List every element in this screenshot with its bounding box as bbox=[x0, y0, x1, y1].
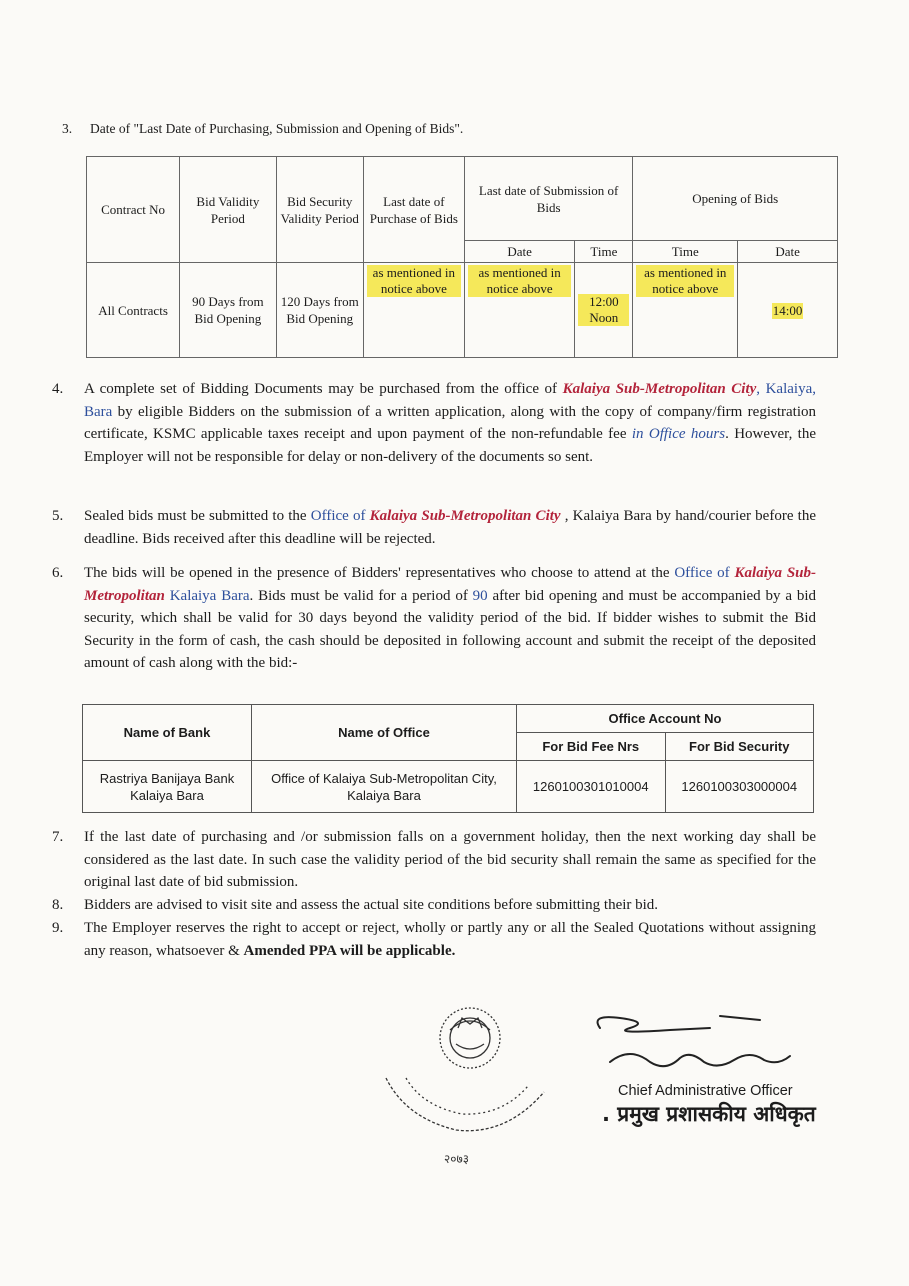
paragraph-8 bbox=[52, 894, 816, 917]
cell-bank: Rastriya Banijaya Bank Kalaiya Bara bbox=[83, 761, 252, 813]
cell-opening-date: 14:00 bbox=[772, 302, 803, 318]
paragraph-9 bbox=[52, 917, 816, 962]
text: Sealed bids must be submitted to the bbox=[84, 508, 311, 524]
city-name: Kalaiya Sub-Metropolitan bbox=[84, 565, 817, 604]
header-last-submission: Last date of Submission of Bids bbox=[464, 157, 633, 241]
section-number: 3. bbox=[62, 121, 73, 136]
office-seal-stamp bbox=[378, 1000, 558, 1170]
header-opening-date: Date bbox=[738, 241, 838, 263]
paragraph-number: 7. bbox=[52, 829, 64, 845]
bid-dates-table bbox=[86, 156, 838, 358]
cell-validity: 90 Days from Bid Opening bbox=[180, 263, 277, 358]
place: , Kalaiya, Bara bbox=[84, 381, 816, 420]
cell-fee-account: 1260100301010004 bbox=[517, 761, 666, 813]
officer-title-english: Chief Administrative Officer bbox=[618, 1083, 793, 1099]
cell-purchase: as mentioned in notice above bbox=[367, 265, 461, 297]
cell-contract: All Contracts bbox=[87, 263, 180, 358]
text: If the last date of purchasing and /or submission falls on a government holiday, then the next working day shall be considered as the last date. In such case the validity period of the bid security shall remain the same as specified for the original last date of bid submission. bbox=[84, 829, 816, 890]
header-fee: For Bid Fee Nrs bbox=[517, 733, 666, 761]
paragraph-number: 5. bbox=[52, 508, 64, 524]
paragraph-7 bbox=[52, 826, 816, 894]
header-office: Name of Office bbox=[252, 705, 517, 761]
header-bid-validity: Bid Validity Period bbox=[180, 157, 277, 263]
office-hours: in Office hours bbox=[631, 426, 726, 442]
paragraph-4 bbox=[52, 378, 816, 468]
city-name: Kalaiya Sub-Metropolitan City bbox=[562, 381, 757, 397]
text: after bid opening and must be accompanied by a bid security, which shall be valid for 30 days beyond the validity period of the bid. If bidder wishes to submit the Bid Security in the form of cash, the cash should be deposited in following account and submit the receipt of the deposited amount of cash along with the bid:- bbox=[84, 587, 816, 671]
text: The Employer reserves the right to accept or reject, wholly or partly any or all the Sealed Quotations without assigning any reason, whatsoever & bbox=[84, 920, 816, 959]
paragraph-5 bbox=[52, 505, 816, 550]
header-opening-time: Time bbox=[633, 241, 738, 263]
paragraph-6 bbox=[52, 562, 817, 675]
cell-submission-time: 12:00 Noon bbox=[578, 294, 629, 326]
text: . However, the Employer will not be responsible for delay or non-delivery of the documents so sent. bbox=[84, 426, 816, 465]
header-contract-no: Contract No bbox=[87, 157, 180, 263]
days: 90 bbox=[472, 587, 488, 604]
header-bank: Name of Bank bbox=[83, 705, 252, 761]
text: . Bids must be valid for a period of bbox=[249, 587, 473, 604]
header-submission-date: Date bbox=[464, 241, 575, 263]
section-3-heading bbox=[62, 121, 463, 137]
paragraph-number: 9. bbox=[52, 920, 64, 936]
bank-account-table bbox=[82, 704, 814, 813]
place: Kalaiya Bara bbox=[164, 587, 250, 604]
header-last-purchase: Last date of Purchase of Bids bbox=[363, 157, 464, 263]
text: A complete set of Bidding Documents may be purchased from the office of bbox=[84, 381, 563, 397]
paragraph-number: 8. bbox=[52, 897, 64, 913]
header-account: Office Account No bbox=[517, 705, 814, 733]
header-security: For Bid Security bbox=[665, 733, 814, 761]
text: The bids will be opened in the presence of Bidders' representatives who choose to attend at the bbox=[84, 565, 675, 581]
text: , Kalaiya Bara by hand/courier before the deadline. Bids received after this deadline will be rejected. bbox=[84, 508, 816, 547]
text: Bidders are advised to visit site and assess the actual site conditions before submitting their bid. bbox=[84, 897, 659, 913]
signature-mark bbox=[580, 1008, 850, 1088]
section-title: Date of "Last Date of Purchasing, Submission and Opening of Bids". bbox=[90, 121, 464, 136]
header-bid-security: Bid Security Validity Period bbox=[276, 157, 363, 263]
cell-opening-time: as mentioned in notice above bbox=[636, 265, 734, 297]
cell-submission-date: as mentioned in notice above bbox=[468, 265, 572, 297]
city-name: Kalaiya Sub-Metropolitan City bbox=[369, 508, 561, 524]
cell-security: 120 Days from Bid Opening bbox=[276, 263, 363, 358]
paragraph-number: 6. bbox=[52, 565, 64, 581]
header-submission-time: Time bbox=[575, 241, 633, 263]
cell-office: Office of Kalaiya Sub-Metropolitan City, Kalaiya Bara bbox=[252, 761, 517, 813]
officer-title-nepali: . प्रमुख प्रशासकीय अधिकृत bbox=[602, 1102, 816, 1126]
seal-year: २०७३ bbox=[444, 1152, 469, 1166]
paragraph-number: 4. bbox=[52, 381, 64, 397]
ppa-note: Amended PPA will be applicable. bbox=[243, 942, 456, 959]
office: Office of bbox=[674, 565, 735, 581]
header-opening: Opening of Bids bbox=[633, 157, 838, 241]
office: Office of bbox=[310, 508, 370, 524]
cell-security-account: 1260100303000004 bbox=[665, 761, 814, 813]
text: by eligible Bidders on the submission of a written application, along with the copy of company/firm registration certificate, KSMC applicable taxes receipt and upon payment of the non-refundable fee bbox=[84, 403, 816, 442]
